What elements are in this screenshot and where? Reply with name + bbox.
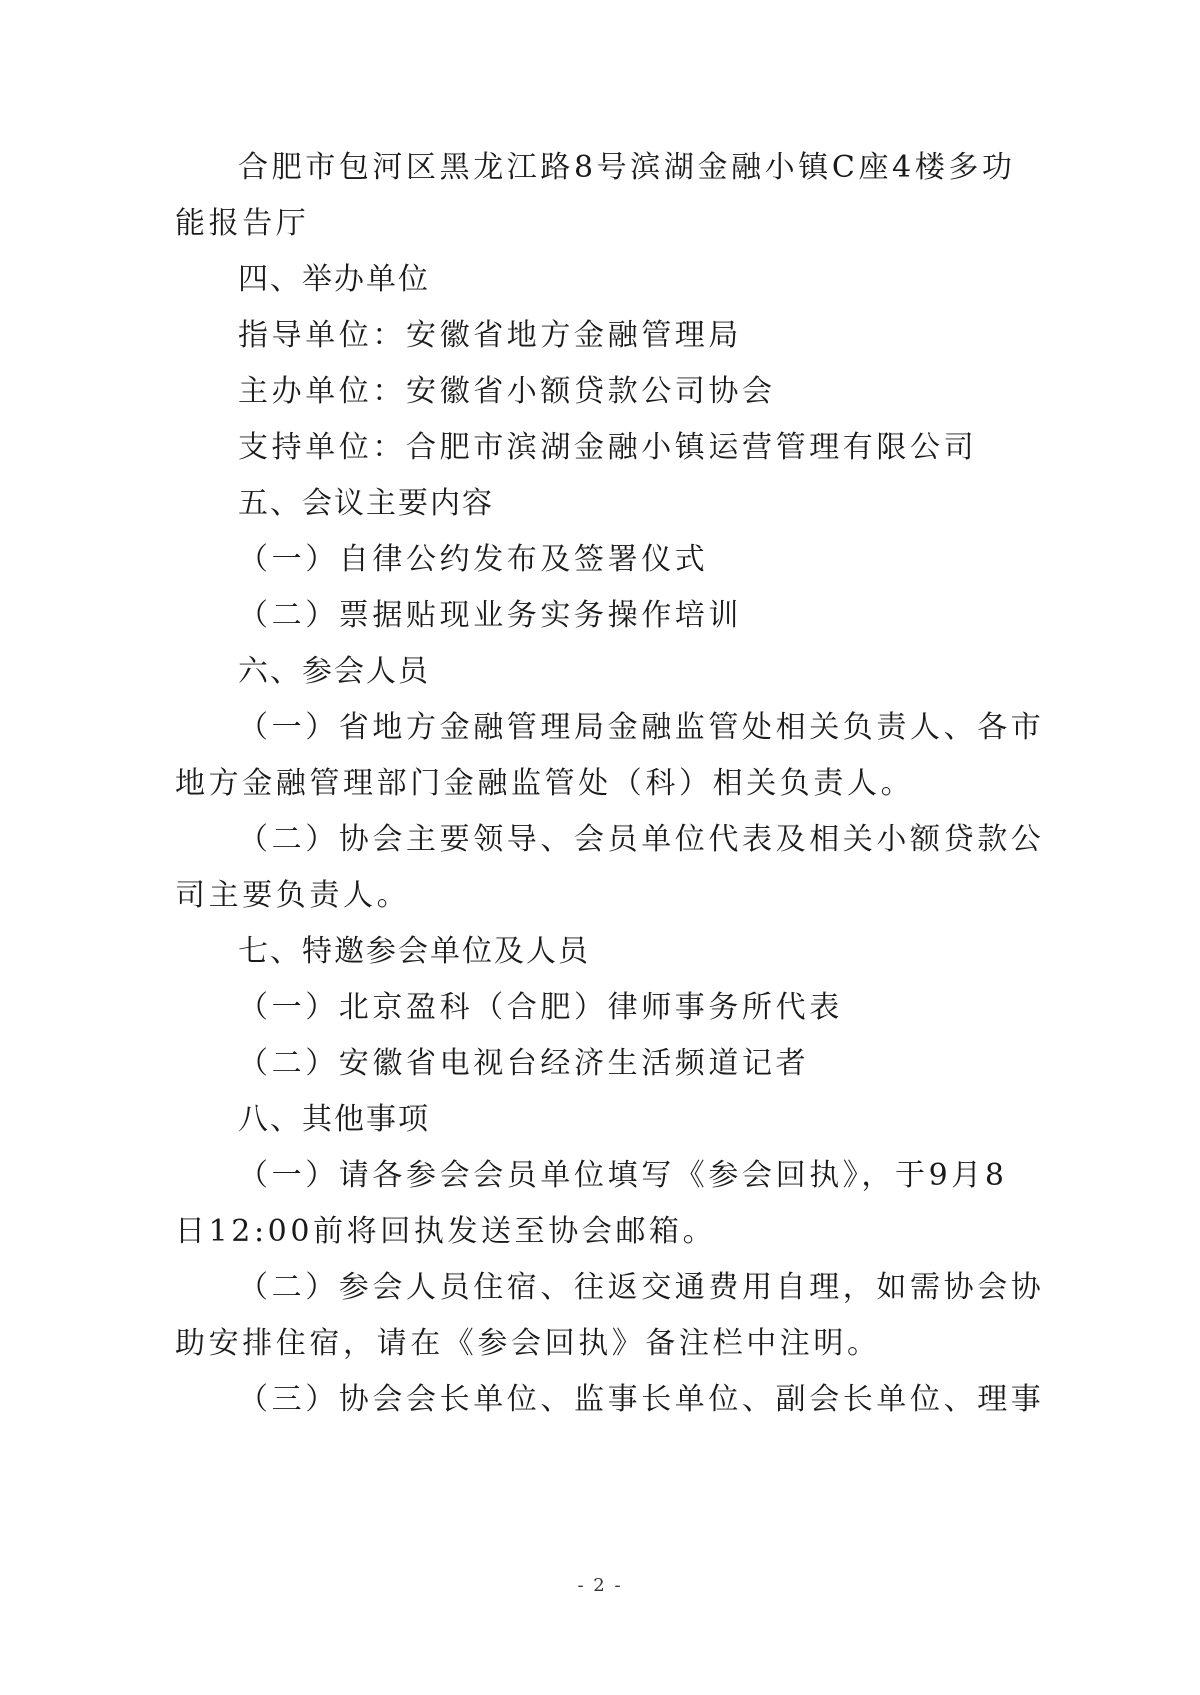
body-text-line: 主办单位：安徽省小额贷款公司协会 — [238, 374, 776, 409]
body-text-line: 指导单位：安徽省地方金融管理局 — [238, 318, 742, 353]
body-text-line: 能报告厅 — [175, 206, 310, 241]
section-heading-5: 五、会议主要内容 — [238, 486, 494, 521]
list-item: （二）协会主要领导、会员单位代表及相关小额贷款公 — [238, 822, 1045, 857]
section-heading-6: 六、参会人员 — [238, 654, 430, 689]
section-heading-8: 八、其他事项 — [238, 1102, 430, 1137]
body-text-line: 助安排住宿，请在《参会回执》备注栏中注明。 — [175, 1326, 881, 1361]
page-number: - 2 - — [577, 1575, 623, 1596]
body-text-line: 日12:00前将回执发送至协会邮箱。 — [175, 1214, 717, 1249]
section-heading-4: 四、举办单位 — [238, 262, 430, 297]
list-item: （二）参会人员住宿、往返交通费用自理，如需协会协 — [238, 1270, 1045, 1305]
list-item: （一）请各参会会员单位填写《参会回执》，于9月8 — [238, 1158, 1008, 1193]
list-item: （一）北京盈科（合肥）律师事务所代表 — [238, 990, 843, 1025]
section-heading-7: 七、特邀参会单位及人员 — [238, 934, 590, 969]
body-text-line: 地方金融管理部门金融监管处（科）相关负责人。 — [175, 766, 915, 801]
list-item: （一）省地方金融管理局金融监管处相关负责人、各市 — [238, 710, 1045, 745]
list-item: （二）安徽省电视台经济生活频道记者 — [238, 1046, 810, 1081]
body-text-line: 司主要负责人。 — [175, 878, 411, 913]
body-text-line: 支持单位：合肥市滨湖金融小镇运营管理有限公司 — [238, 430, 978, 465]
list-item: （一）自律公约发布及签署仪式 — [238, 542, 709, 577]
body-text-line: 合肥市包河区黑龙江路8号滨湖金融小镇C座4楼多功 — [238, 150, 1016, 185]
list-item: （三）协会会长单位、监事长单位、副会长单位、理事 — [238, 1382, 1045, 1417]
list-item: （二）票据贴现业务实务操作培训 — [238, 598, 742, 633]
